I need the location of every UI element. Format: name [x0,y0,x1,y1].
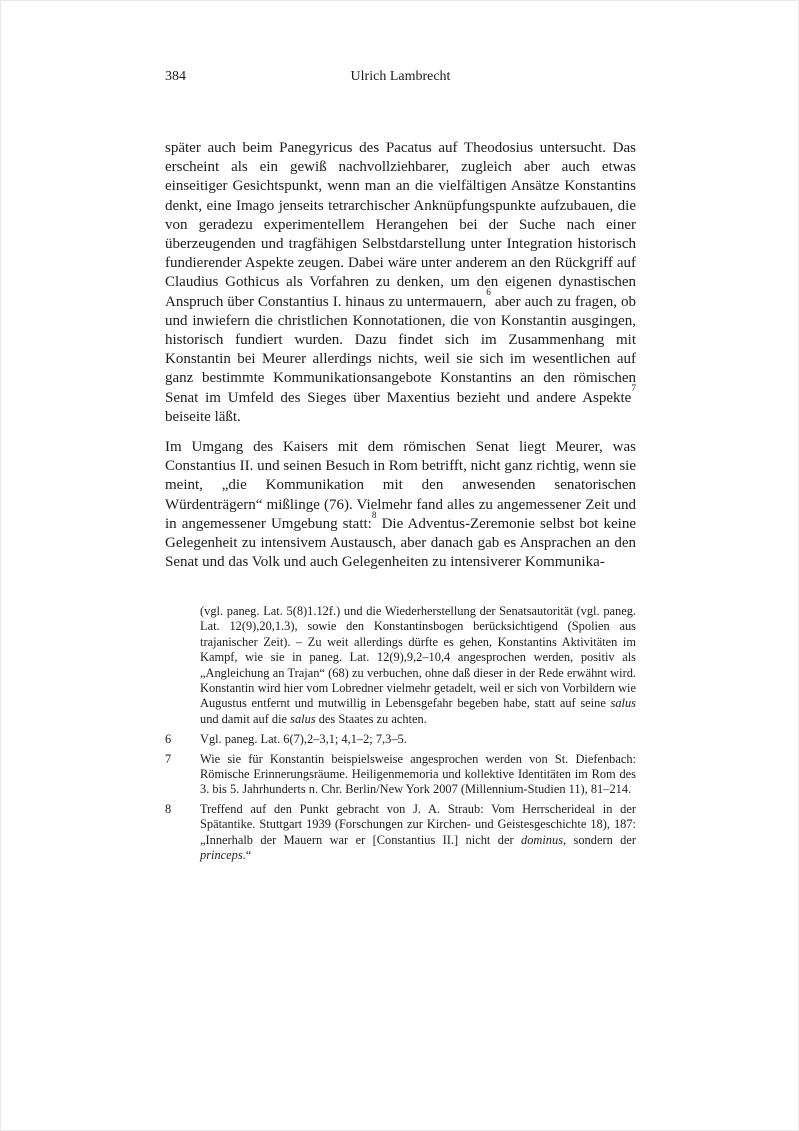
text-segment: (vgl. paneg. Lat. 5(8)1.12f.) und die Wiederherstellung der Senatsautorität (vgl. paneg. Lat. 12(9),20,1.3), sowie den Konstantinsbogen berücksichtigend (Spolien aus trajanischer Zeit). – Zu weit allerdings dürfte es gehen, Konstantins Aktivitäten im Kampf, wie sie in paneg. Lat. 12(9),9,2–10,4 angesprochen werden, positiv als „Angleichung an Trajan“ (68) zu verbuchen, ohne daß dieser in der Rede erwähnt wird. Konstantin wird hier vom Lobredner vielmehr getadelt, weil er sich von Vorbildern wie Augustus entfernt und mutwillig in Lebensgefahr begeben habe, statt auf seine [200,604,636,711]
footnote-reference: 6 [486,288,491,299]
text-segment: , sondern der [563,832,637,847]
text-segment: Treffend auf den Punkt gebracht von J. A. Straub: Vom Herrscherideal in der Spätantike. Stuttgart 1939 (Forschungen zur Kirchen- und Geistesgeschichte 18), 187: „Innerhalb der Mauern war er [Constantius II.] nicht der [200,801,636,847]
text-segment: Vgl. paneg. Lat. 6(7),2–3,1; 4,1–2; 7,3–5. [200,732,407,747]
footnote-number: 7 [165,751,172,766]
body-paragraph [165,139,636,427]
text-segment: und damit auf die [200,711,291,726]
footnote-number: 6 [165,732,172,747]
footnote-reference: 7 [631,384,636,395]
italic-term: dominus [521,832,564,847]
italic-term: salus [610,696,636,711]
text-segment: aber auch zu fragen, ob und inwiefern die christlichen Konnotationen, die von Konstantin ausgingen, historisch fundiert wurden. Dazu findet sich im Zusammenhang mit Konstantin bei Meurer allerdings nichts, weil sie sich im wesentlichen auf ganz bestimmte Kommunikationsangebote Konstantins an den römischen Senat im Umfeld des Sieges über Maxentius bezieht und andere Aspekte [165,293,636,406]
footnote-reference: 8 [371,510,377,521]
text-segment: Die Adventus-Zeremonie selbst bot keine Gelegenheit zu intensivem Austausch, aber danach gab es Ansprachen an den Senat und das Volk und auch Gelegenheiten zu intensiverer Kommunika- [165,515,637,571]
italic-term: princeps [200,848,243,863]
footnotes-section [165,604,636,864]
footnote-number: 8 [165,801,172,816]
footnote-text [200,802,636,862]
text-segment: .“ [242,848,252,863]
footnote [165,802,636,864]
text-segment: Im Umgang des Kaisers mit dem römischen Senat liegt Meurer, was Constantius II. und seinen Besuch in Rom betrifft, nicht ganz richtig, wenn sie meint, „die Kommunikation mit den anwesenden senatorischen Würdenträgern“ mißlinge (76). Vielmehr fand alles zu angemessener Zeit und in angemessener Umgebung statt: [165,439,636,532]
text-segment: Wie sie für Konstantin beispielsweise angesprochen werden von St. Diefenbach: Römische Erinnerungsräume. Heiligenmemoria und kollektive Identitäten im Rom des 3. bis 5. Jahrhunderts n. Chr. Berlin/New York 2007 (Millennium-Studien 11), 81–214. [200,751,636,797]
text-segment: später auch beim Panegyricus des Pacatus auf Theodosius untersucht. Das erscheint als ein gewiß nachvollziehbarer, zugleich aber auch etwas einseitiger Gesichtspunkt, wenn man an die vielfältigen Ansätze Konstantins denkt, eine Imago jenseits tetrarchischer Anknüpfungspunkte aufzubauen, die von geradezu experimentellem Herangehen bei der Suche nach einer überzeugenden und tragfähigen Selbstdarstellung unter Integration historisch fundierender Aspekte zeugen. Dabei wäre unter anderem an den Rückgriff auf Claudius Gothicus als Vorfahren zu denken, um den eigenen dynastischen Anspruch über Constantius I. hinaus zu untermauern, [165,140,636,310]
text-segment: des Staates zu achten. [315,711,427,726]
italic-term: salus [290,711,316,726]
page-header [165,68,636,86]
footnote-continuation [200,604,636,727]
footnote-text [200,732,407,746]
body-text [165,139,636,572]
footnote-text [200,752,636,797]
body-paragraph [165,438,636,572]
footnote [165,752,636,798]
running-head: Ulrich Lambrecht [350,69,451,84]
text-segment: beiseite läßt. [165,408,241,425]
footnote [165,732,636,747]
page-number: 384 [165,69,186,84]
